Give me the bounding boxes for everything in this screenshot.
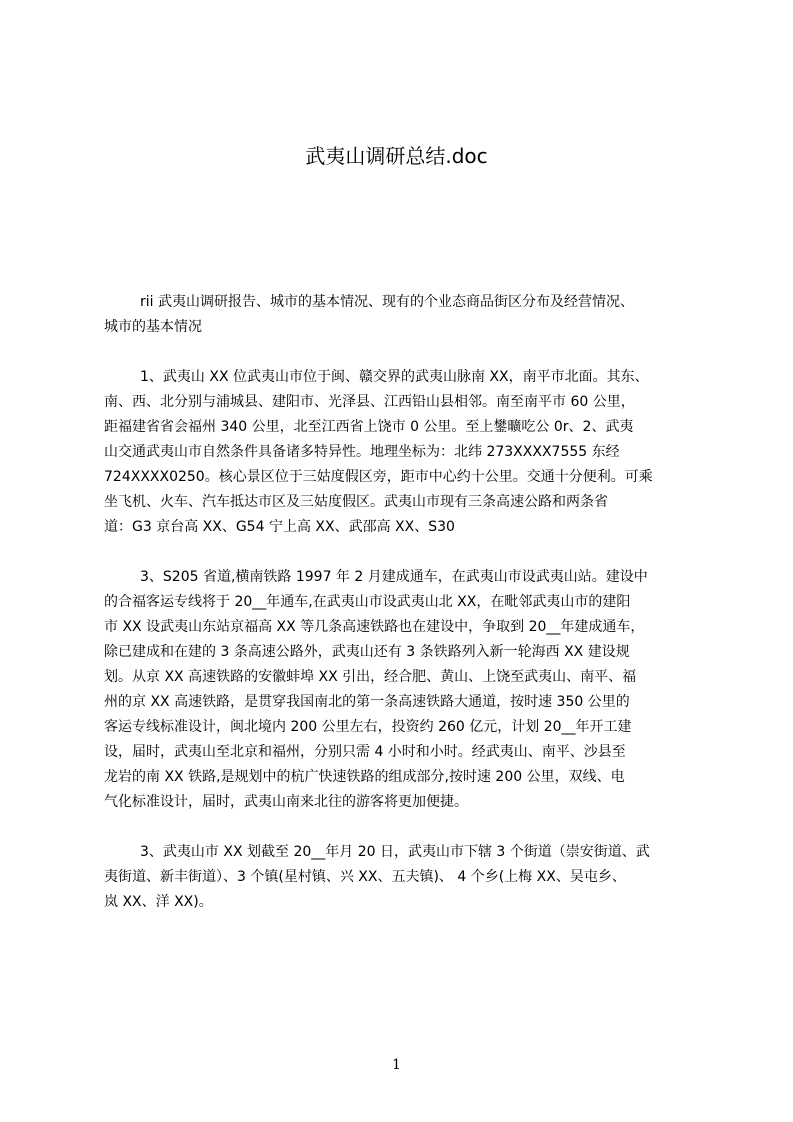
paragraph-line: 夷街道、新丰街道）、3 个镇(星村镇、兴 XX、五夫镇)、 4 个乡(上梅 XX、吴屯乡、: [104, 869, 626, 885]
paragraph-location: [104, 365, 698, 540]
paragraph-line: 龙岩的南 XX 铁路,是规划中的杭广快速铁路的组成部分,按时速 200 公里，双线、电: [104, 769, 625, 785]
paragraph-intro: [104, 290, 698, 340]
paragraph-line: 客运专线标准设计，闽北境内 200 公里左右，投资约 260 亿元，计划 20__年开工建: [104, 719, 632, 735]
page-number: 1: [392, 1057, 401, 1073]
paragraph-line: 城市的基本情况: [104, 319, 202, 335]
document-title: 武夷山调研总结.doc: [305, 144, 488, 168]
paragraph-transportation: [104, 565, 698, 815]
paragraph-line: 岚 XX、洋 XX)。: [104, 894, 213, 910]
paragraph-line: 坐飞机、火车、汽车抵达市区及三姑度假区。武夷山市现有三条高速公路和两条省: [104, 494, 608, 510]
paragraph-line: 划。从京 XX 高速铁路的安徽蚌埠 XX 引出，经合肥、黄山、上饶至武夷山、南平、福: [104, 669, 637, 685]
paragraph-line: 南、西、北分别与浦城县、建阳市、光泽县、江西铅山县相邻。南至南平市 60 公里，: [104, 394, 635, 410]
paragraph-line: 距福建省省会福州 340 公里，北至江西省上饶市 0 公里。至上鐢曠吃公 0r、2、武夷: [104, 419, 634, 435]
paragraph-line: 市 XX 设武夷山东站京福高 XX 等几条高速铁路也在建设中，争取到 20__年建成通车，: [104, 619, 645, 635]
paragraph-line: 除已建成和在建的 3 条高速公路外，武夷山还有 3 条铁路列入新一轮海西 XX 建设规: [104, 644, 630, 660]
paragraph-line: 1、武夷山 XX 位武夷山市位于闽、赣交界的武夷山脉南 XX，南平市北面。其东、: [140, 369, 649, 385]
paragraph-administrative-division: [104, 840, 698, 915]
paragraph-line: 3、S205 省道,横南铁路 1997 年 2 月建成通车，在武夷山市设武夷山站。建设中: [140, 569, 648, 585]
paragraph-line: rii 武夷山调研报告、城市的基本情况、现有的个业态商品街区分布及经营情况、: [140, 294, 634, 310]
paragraph-line: 山交通武夷山市自然条件具备诸多特异性。地理坐标为：北纬 273XXXX7555 东经: [104, 444, 620, 460]
paragraph-line: 设，届时，武夷山至北京和福州，分别只需 4 小时和小时。经武夷山、南平、沙县至: [104, 744, 626, 760]
paragraph-line: 3、武夷山市 XX 划截至 20__年月 20 日，武夷山市下辖 3 个街道（崇安街道、武: [140, 844, 650, 860]
paragraph-line: 道：G3 京台高 XX、G54 宁上高 XX、武邵高 XX、S30: [104, 519, 455, 535]
document-body: [104, 290, 698, 940]
paragraph-line: 724XXXX0250。核心景区位于三姑度假区旁，距市中心约十公里。交通十分便利。可乘: [104, 469, 653, 485]
paragraph-line: 的合福客运专线将于 20__年通车,在武夷山市设武夷山北 XX，在毗邻武夷山市的建阳: [104, 594, 631, 610]
paragraph-line: 州的京 XX 高速铁路，是贯穿我国南北的第一条高速铁路大通道，按时速 350 公里的: [104, 694, 630, 710]
paragraph-line: 气化标准设计，届时，武夷山南来北往的游客将更加便捷。: [104, 794, 468, 810]
